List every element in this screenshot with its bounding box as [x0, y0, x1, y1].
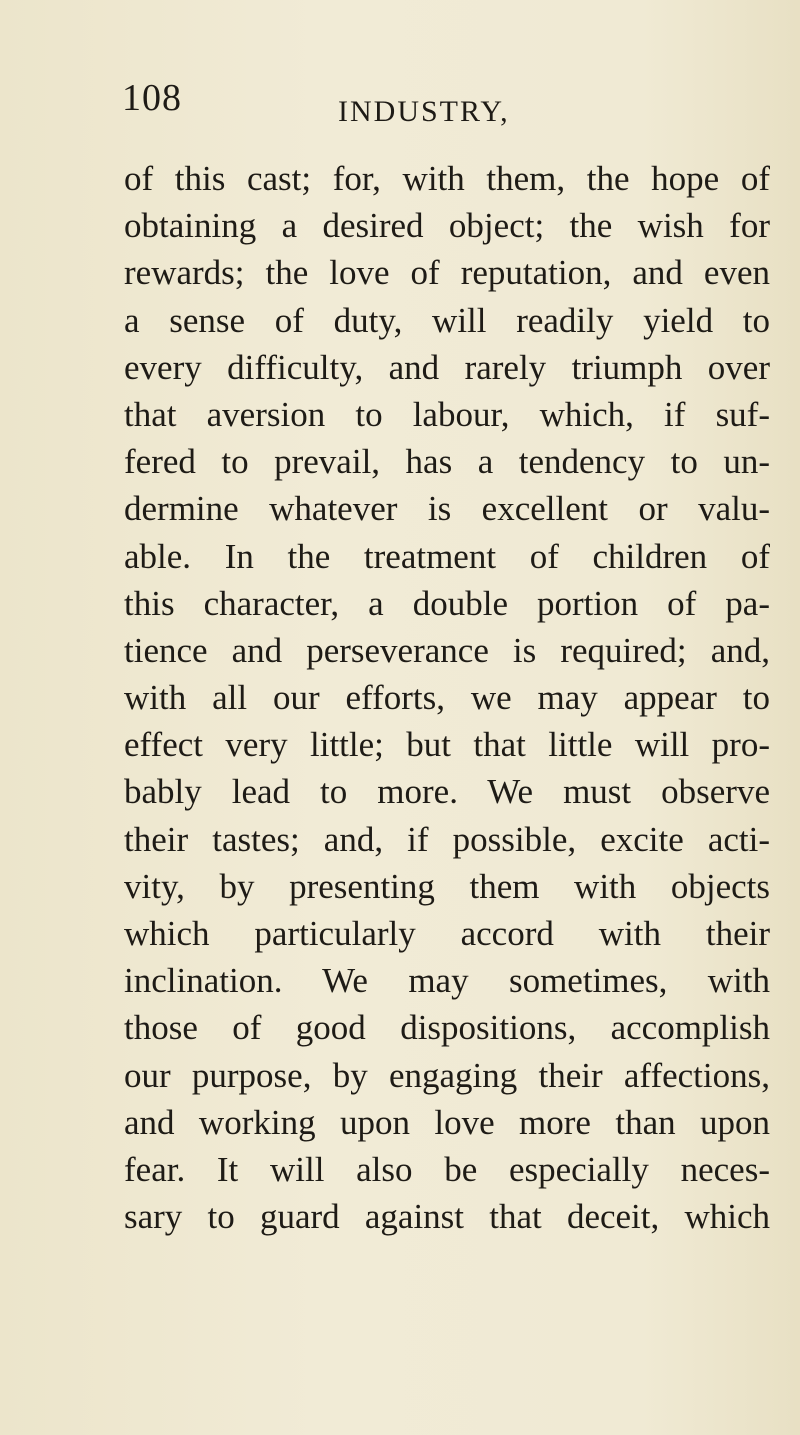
running-head: INDUSTRY,: [338, 95, 510, 128]
page-number: 108: [122, 77, 182, 119]
text-line: our purpose, by engaging their affections,: [124, 1055, 770, 1095]
text-line: that aversion to labour, which, if suf-: [124, 394, 770, 434]
text-line: this character, a double portion of pa-: [124, 583, 770, 623]
text-line: and working upon love more than upon: [124, 1102, 770, 1142]
text-line: which particularly accord with their: [124, 914, 770, 953]
page-header: [0, 78, 800, 128]
text-line: dermine whatever is excellent or valu-: [124, 489, 770, 529]
text-line: effect very little; but that little will pro-: [124, 725, 770, 765]
text-line: fered to prevail, has a tendency to un-: [124, 442, 770, 482]
text-line: those of good dispositions, accomplish: [124, 1008, 770, 1048]
text-line: a sense of duty, will readily yield to: [124, 300, 770, 340]
text-line: with all our efforts, we may appear to: [124, 678, 770, 718]
body-text: [124, 155, 770, 1240]
text-line: of this cast; for, with them, the hope of: [124, 159, 770, 198]
text-line: their tastes; and, if possible, excite acti-: [124, 819, 770, 859]
text-line: tience and perseverance is required; and,: [124, 630, 770, 670]
text-line: rewards; the love of reputation, and even: [124, 253, 770, 293]
text-line: every difficulty, and rarely triumph over: [124, 347, 770, 387]
text-line: obtaining a desired object; the wish for: [124, 206, 770, 246]
text-line: able. In the treatment of children of: [124, 536, 770, 576]
text-line: vity, by presenting them with objects: [124, 866, 770, 906]
text-line: inclination. We may sometimes, with: [124, 961, 770, 1001]
text-line: fear. It will also be especially neces-: [124, 1149, 770, 1189]
text-line: sary to guard against that deceit, which: [124, 1197, 770, 1237]
text-line: bably lead to more. We must observe: [124, 772, 770, 812]
